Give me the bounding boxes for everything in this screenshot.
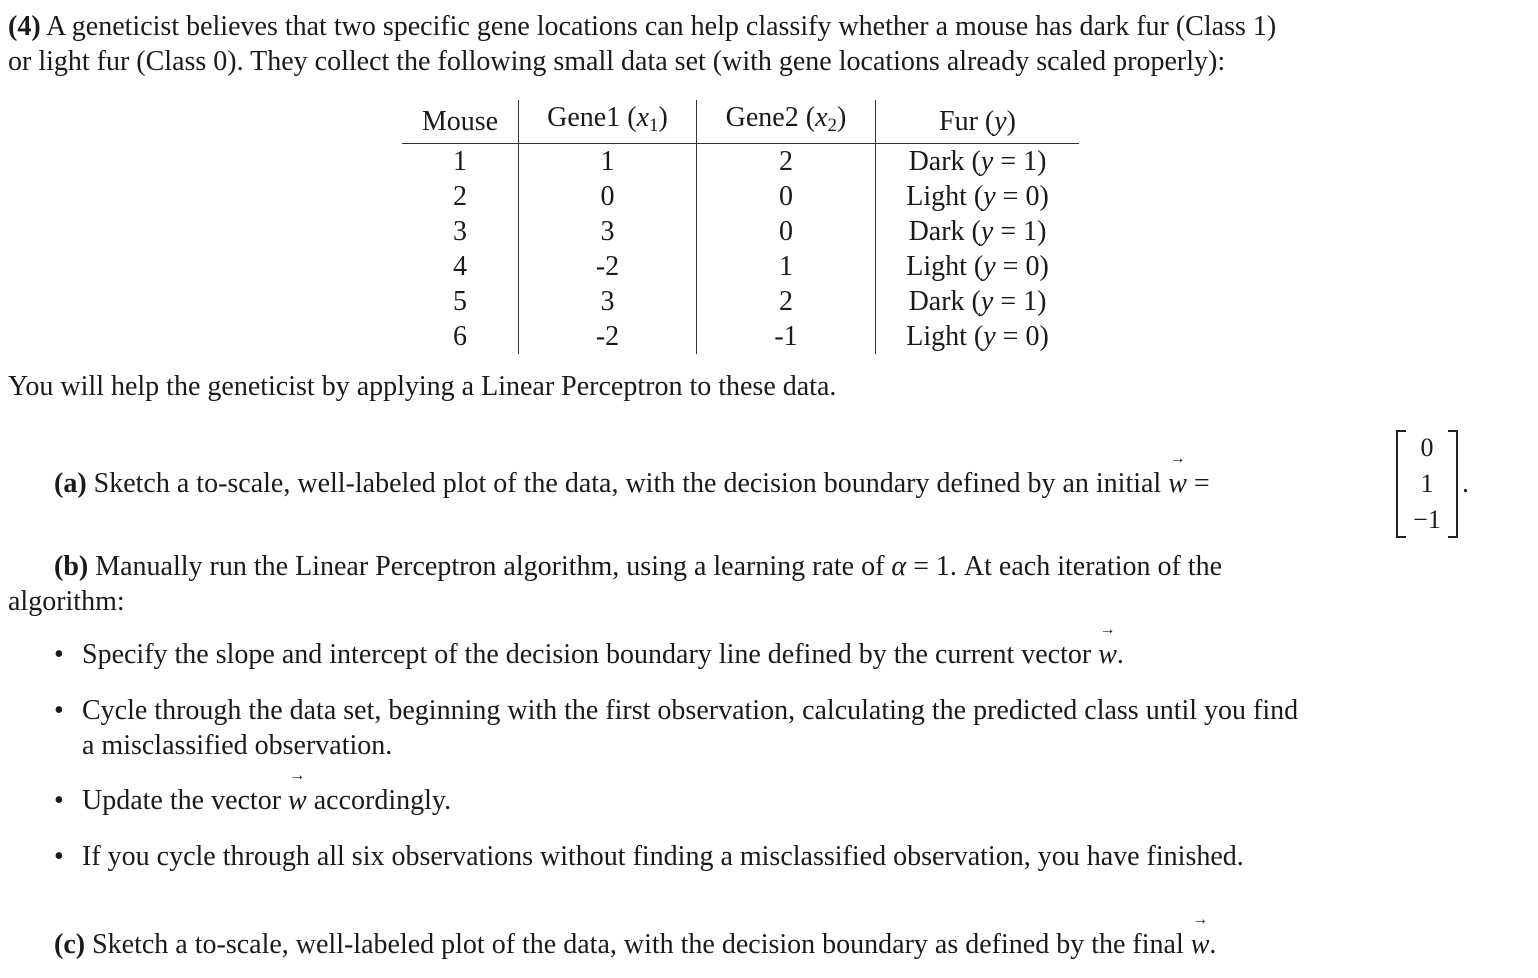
cell-gene1: -2	[519, 249, 697, 284]
table-row	[402, 319, 1079, 354]
cell-gene2: 0	[697, 179, 876, 214]
table-row	[402, 284, 1079, 319]
bullet-dot: •	[54, 639, 64, 670]
part-b-text-1: Manually run the Linear Perceptron algorithm, using a learning rate of	[95, 551, 885, 582]
bullet-end: .	[1116, 639, 1124, 670]
table-row	[402, 214, 1079, 249]
table-row	[402, 144, 1079, 180]
problem-intro-line2	[8, 45, 1225, 79]
part-c	[54, 928, 1216, 962]
table-row	[402, 249, 1079, 284]
cell-fur: Dark (y = 1)	[908, 146, 1047, 177]
part-c-text: Sketch a to-scale, well-labeled plot of the data, with the decision boundary as defined by the final	[92, 929, 1184, 960]
cell-gene1: 3	[519, 214, 697, 249]
bullet-item	[54, 694, 1299, 728]
part-a-label: (a)	[54, 468, 87, 499]
cell-gene2: 1	[697, 249, 876, 284]
cell-fur-y: 0	[1025, 251, 1040, 282]
table-header-row	[402, 100, 1079, 144]
header-gene2: Gene2 $(x_2)$	[697, 100, 876, 144]
cell-fur-y: 1	[1023, 216, 1038, 247]
cell-fur: Dark (y = 1)	[908, 216, 1047, 247]
cell-fur-y: 1	[1023, 286, 1038, 317]
cell-fur: Light (y = 0)	[906, 321, 1049, 352]
cell-fur: Dark (y = 1)	[908, 286, 1047, 317]
cell-fur: Light (y = 0)	[906, 181, 1049, 212]
header-fur-label: Fur	[939, 106, 978, 137]
part-b-line2: algorithm:	[8, 586, 125, 617]
bullet-item	[54, 638, 1124, 672]
bullet-text: If you cycle through all six observations without finding a misclassified observation, you have finished.	[82, 841, 1244, 872]
cell-fur-label: Dark	[908, 146, 965, 177]
cell-mouse: 2	[402, 179, 519, 214]
bullet-dot: •	[54, 695, 64, 726]
part-b-text-1-post: At each iteration of the	[963, 551, 1223, 582]
cell-mouse: 5	[402, 284, 519, 319]
header-gene1-label: Gene1	[547, 102, 621, 133]
bullet-text: Cycle through the data set, beginning with the first observation, calculating the predicted class until you find	[82, 695, 1299, 726]
part-a-equals: =	[1193, 468, 1210, 499]
part-c-end: .	[1209, 929, 1217, 960]
cell-mouse: 4	[402, 249, 519, 284]
cell-fur-y: 0	[1025, 181, 1040, 212]
problem-intro-text-1: A geneticist believes that two specific gene locations can help classify whether a mouse has dark fur (Class 1)	[46, 11, 1277, 42]
cell-gene1: 1	[519, 144, 697, 180]
cell-fur-label: Dark	[908, 216, 965, 247]
part-a-period: .	[1462, 468, 1469, 499]
cell-gene1: 0	[519, 179, 697, 214]
part-a	[54, 467, 1210, 501]
cell-fur-label: Light	[906, 251, 967, 282]
part-a-vector-w: → w	[1168, 467, 1187, 501]
header-gene2-sub: 2	[827, 115, 837, 136]
cell-gene1: 3	[519, 284, 697, 319]
matrix-entry-0: 0	[1420, 433, 1434, 462]
part-b-line1	[54, 550, 1222, 584]
cell-fur-label: Light	[906, 181, 967, 212]
bullet-continuation: a misclassified observation.	[82, 730, 393, 761]
part-c-label: (c)	[54, 929, 86, 960]
matrix-entry-1: 1	[1420, 469, 1434, 498]
part-b-alpha-eq: = 1.	[913, 551, 957, 582]
table-row	[402, 179, 1079, 214]
cell-mouse: 1	[402, 144, 519, 180]
cell-gene2: 0	[697, 214, 876, 249]
cell-fur-y: 0	[1025, 321, 1040, 352]
cell-fur-label: Light	[906, 321, 967, 352]
cell-fur: Light (y = 0)	[906, 251, 1049, 282]
header-fur-var: y	[994, 106, 1007, 137]
header-gene2-var: x	[815, 102, 828, 133]
part-c-vector-w: → w	[1191, 928, 1210, 962]
after-table-text: You will help the geneticist by applying a Linear Perceptron to these data.	[8, 371, 837, 402]
cell-gene2: 2	[697, 284, 876, 319]
cell-fur-label: Dark	[908, 286, 965, 317]
cell-gene2: 2	[697, 144, 876, 180]
problem-intro-line1	[8, 10, 1276, 44]
bullet-vector-w: → w	[288, 784, 307, 818]
data-table	[402, 100, 1079, 354]
part-b-alpha: α	[891, 551, 907, 582]
problem-intro-text-2: or light fur (Class 0). They collect the following small data set (with gene locations already scaled properly):	[8, 46, 1226, 77]
part-b-label: (b)	[54, 551, 89, 582]
header-gene1-sub: 1	[649, 115, 659, 136]
header-mouse: Mouse	[402, 100, 519, 144]
initial-w-matrix	[1396, 430, 1458, 538]
problem-number: (4)	[8, 11, 41, 42]
bullet-item	[54, 840, 1244, 874]
bullet-end: accordingly.	[313, 785, 452, 816]
header-gene2-label: Gene2	[725, 102, 799, 133]
bullet-dot: •	[54, 785, 64, 816]
bullet-item	[54, 784, 452, 818]
bullet-text: Update the vector	[82, 785, 282, 816]
part-a-text: Sketch a to-scale, well-labeled plot of the data, with the decision boundary defined by an initial	[93, 468, 1162, 499]
cell-gene2: -1	[697, 319, 876, 354]
bullet-vector-w: → w	[1098, 638, 1117, 672]
cell-gene1: -2	[519, 319, 697, 354]
bullet-text: Specify the slope and intercept of the decision boundary line defined by the current vector	[82, 639, 1092, 670]
cell-mouse: 6	[402, 319, 519, 354]
cell-fur-y: 1	[1023, 146, 1038, 177]
header-fur: Fur (y)	[876, 100, 1080, 144]
header-gene1-var: x	[636, 102, 649, 133]
header-gene1: Gene1 $(x_1)$	[519, 100, 697, 144]
matrix-entry-2: −1	[1413, 505, 1441, 534]
cell-mouse: 3	[402, 214, 519, 249]
bullet-dot: •	[54, 841, 64, 872]
